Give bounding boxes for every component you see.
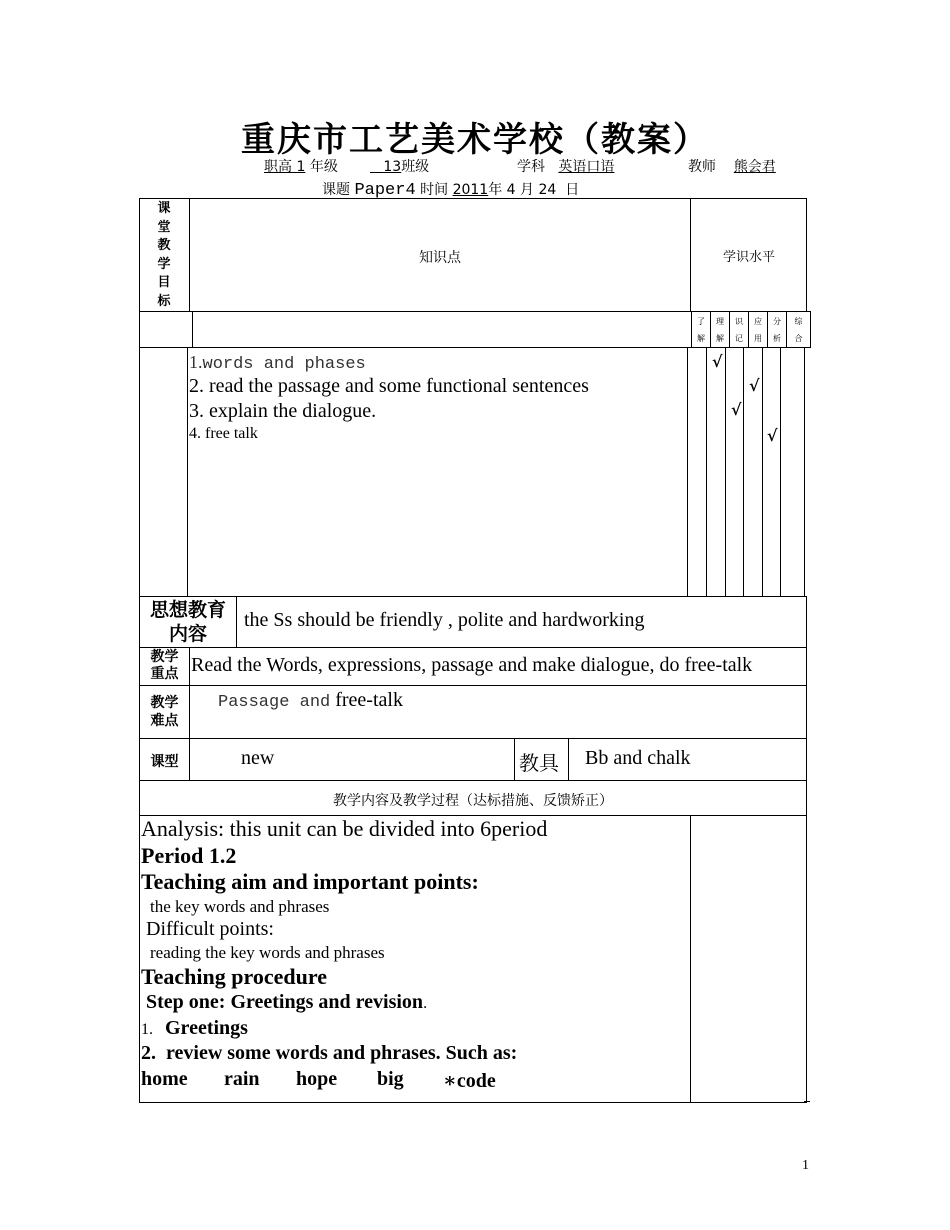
step-one-text: Step one: Greetings and revision: [146, 991, 424, 1013]
teacher-value: 熊会君: [733, 159, 776, 175]
level-understand: [692, 313, 710, 347]
grade-prefix: 职高: [264, 159, 292, 175]
objectives-side-label: [139, 200, 189, 311]
side-char: 课: [157, 201, 171, 216]
topic-label: 课题: [322, 182, 350, 198]
process-step-one: [146, 991, 427, 1014]
process-procedure-heading: Teaching procedure: [141, 964, 328, 989]
level-char: 了: [697, 317, 705, 326]
lesson-type-row: [139, 738, 807, 781]
level-row-empty-left: [139, 311, 193, 348]
day-value: 24: [538, 182, 557, 198]
level-char: 理: [716, 317, 724, 326]
grade-label: 年级: [309, 159, 338, 175]
side-char: 堂: [157, 219, 171, 235]
header-grade: [264, 156, 338, 176]
word-rain: rain: [224, 1068, 260, 1090]
key-points-value: Read the Words, expressions, passage and make dialogue, do free-talk: [191, 654, 753, 676]
side-char: 学: [157, 256, 171, 272]
document-title: 重庆市工艺美术学校（教案）: [241, 120, 709, 160]
check-mark-point-4: √: [767, 426, 778, 445]
subject-label: 学科: [517, 159, 545, 175]
word-hope: hope: [296, 1068, 338, 1090]
time-label: 时间: [420, 182, 449, 198]
process-aim-text: the key words and phrases: [150, 897, 330, 916]
teaching-tools-value: Bb and chalk: [585, 747, 691, 769]
level-memorize: [730, 313, 748, 347]
side-char: 目: [157, 275, 171, 290]
header-class: [370, 156, 429, 176]
month-value: 4: [506, 182, 516, 198]
process-item-2: 2. review some words and phrases. Such as:: [141, 1042, 518, 1064]
difficult-label: 教学难点: [150, 695, 179, 729]
step-one-period: .: [423, 995, 428, 1012]
level-synthesize: [787, 313, 810, 347]
check-mark-point-2: √: [749, 376, 760, 395]
word-code: ∗code: [443, 1070, 496, 1092]
knowledge-header: 知识点: [419, 250, 461, 266]
difficult-value-mono: Passage and: [218, 693, 331, 712]
level-char: 分: [773, 317, 781, 326]
level-char: 解: [716, 334, 724, 343]
process-item-1: [141, 1017, 248, 1040]
year-value: 2011: [452, 182, 489, 198]
level-char: 合: [794, 334, 803, 343]
level-header: 学识水平: [722, 250, 775, 265]
process-period: Period 1.2: [141, 843, 237, 868]
check-mark-point-3: √: [731, 400, 742, 419]
level-char: 识: [735, 317, 743, 326]
objective-point-3: 3. explain the dialogue.: [189, 400, 377, 422]
process-difficult-text: reading the key words and phrases: [150, 943, 385, 962]
topic-value: Paper4: [354, 181, 416, 200]
lesson-type-value: new: [241, 747, 275, 769]
level-char: 应: [754, 317, 762, 326]
level-char: 析: [773, 334, 781, 343]
class-num: 13: [383, 159, 402, 175]
month-label: 月: [520, 182, 535, 198]
moral-value: the Ss should be friendly , polite and hardworking: [244, 609, 645, 631]
header-topic-line: [322, 179, 579, 200]
side-char: 标: [157, 293, 171, 309]
grade-num: 1: [296, 159, 306, 175]
teaching-tools-label: 教具: [519, 751, 559, 775]
level-char: 解: [697, 334, 705, 343]
objective-point-1: [189, 352, 366, 374]
lesson-type-label: 课型: [150, 754, 179, 770]
word-home: home: [141, 1068, 188, 1090]
header-subject: [517, 156, 614, 176]
difficult-value: [218, 689, 403, 712]
difficult-value-text: free-talk: [335, 689, 403, 711]
objective-point-4: 4. free talk: [189, 425, 258, 442]
day-label: 日: [565, 182, 580, 198]
level-char: 记: [735, 334, 743, 343]
class-label: 班级: [401, 159, 430, 175]
level-char: 用: [754, 334, 762, 343]
moral-label: 思想教育内容: [149, 599, 226, 645]
point-1-text: words and phases: [202, 355, 366, 374]
process-aim-heading: Teaching aim and important points:: [141, 869, 479, 894]
process-header: 教学内容及教学过程（达标措施、反馈矫正）: [333, 793, 613, 809]
item-1-text: Greetings: [165, 1017, 248, 1039]
item-1-num: 1.: [141, 1021, 153, 1038]
objective-point-2: 2. read the passage and some functional sentences: [189, 375, 589, 397]
level-char: 综: [794, 317, 803, 326]
side-char: 教: [157, 238, 171, 253]
level-row-empty-mid: [192, 311, 692, 348]
level-comprehend: [711, 313, 729, 347]
point-1-num: 1.: [189, 352, 203, 372]
process-difficult-heading: Difficult points:: [146, 918, 274, 940]
check-mark-point-1: √: [712, 352, 723, 371]
page-number: 1: [802, 1158, 809, 1173]
header-teacher: [688, 156, 776, 176]
word-big: big: [377, 1068, 404, 1090]
process-analysis: Analysis: this unit can be divided into 6period: [141, 816, 548, 841]
year-label: 年: [488, 182, 503, 198]
subject-value: 英语口语: [558, 159, 615, 175]
key-points-label: 教学重点: [150, 649, 179, 682]
teacher-label: 教师: [688, 159, 716, 175]
level-apply: [749, 313, 767, 347]
level-analyze: [768, 313, 786, 347]
